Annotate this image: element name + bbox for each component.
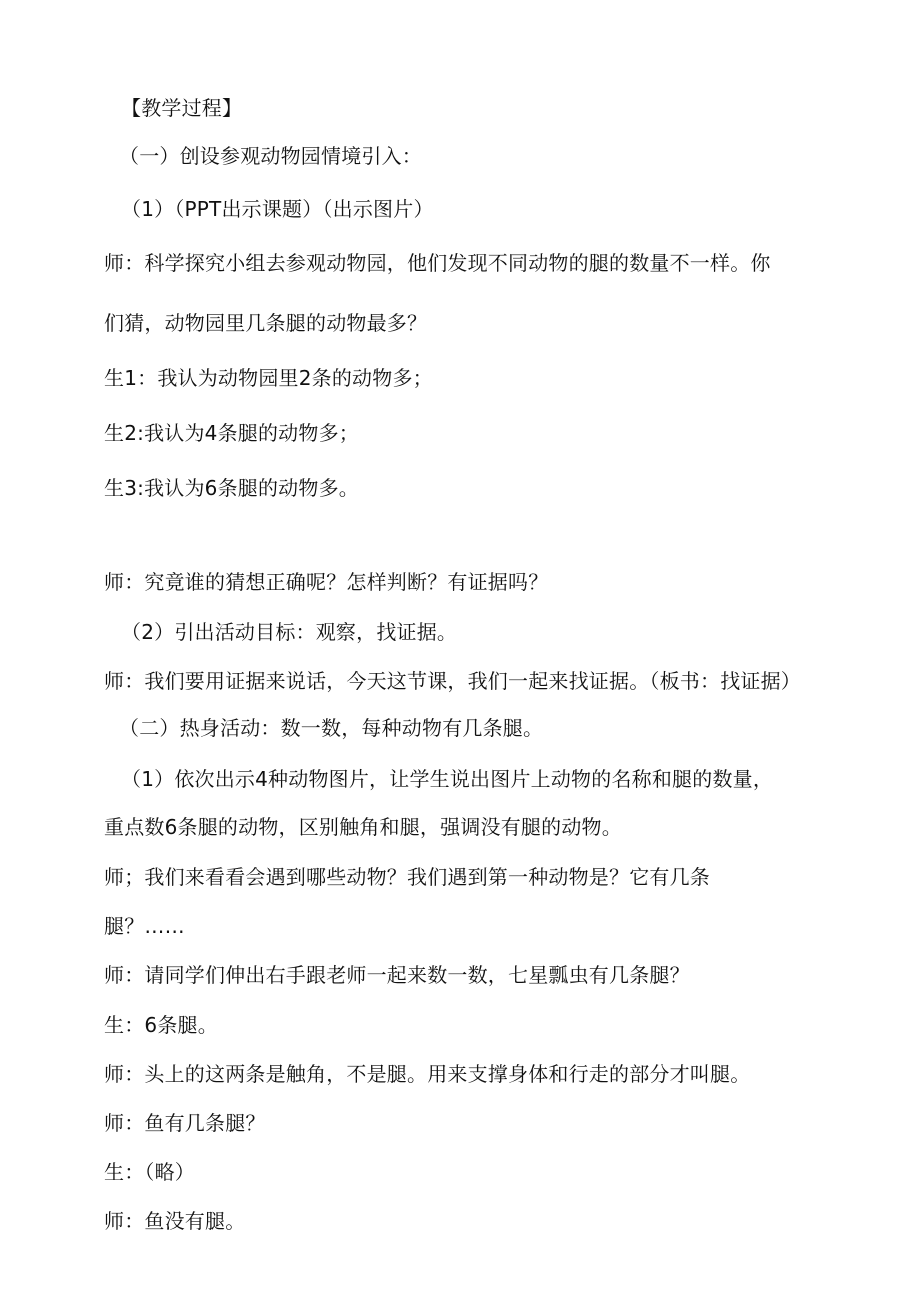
- teacher-line-7: 师：鱼有几条腿？: [104, 1111, 266, 1135]
- teacher-line-3: 师：我们要用证据来说话，今天这节课，我们一起来找证据。（板书：找证据）: [104, 669, 801, 693]
- section-2-title: （二）热身活动：数一数，每种动物有几条腿。: [119, 716, 544, 740]
- student-line-2: 生2:我认为4条腿的动物多；: [104, 421, 359, 445]
- teacher-line-2: 师：究竟谁的猜想正确呢？怎样判断？有证据吗？: [104, 570, 549, 594]
- teacher-line-8: 师：鱼没有腿。: [104, 1209, 246, 1233]
- student-line-1: 生1：我认为动物园里2条的动物多；: [104, 366, 433, 390]
- step-2-1a: （1）依次出示4种动物图片，让学生说出图片上动物的名称和腿的数量，: [121, 767, 774, 791]
- teacher-line-5: 师：请同学们伸出右手跟老师一起来数一数，七星瓢虫有几条腿？: [104, 963, 690, 987]
- student-line-5: 生：（略）: [104, 1160, 195, 1184]
- student-line-4: 生：6条腿。: [104, 1013, 218, 1037]
- step-2-1b: 重点数6条腿的动物，区别触角和腿，强调没有腿的动物。: [104, 815, 622, 839]
- lesson-heading: 【教学过程】: [121, 96, 243, 120]
- teacher-line-4b: 腿？……: [104, 914, 185, 938]
- teacher-line-4a: 师；我们来看看会遇到哪些动物？我们遇到第一种动物是？它有几条: [104, 865, 710, 889]
- teacher-line-6: 师：头上的这两条是触角，不是腿。用来支撑身体和行走的部分才叫腿。: [104, 1062, 751, 1086]
- step-1-1: （1）（PPT出示课题）（出示图片）: [121, 197, 434, 221]
- teacher-line-1b: 们猜，动物园里几条腿的动物最多？: [104, 311, 428, 335]
- section-1-title: （一）创设参观动物园情境引入：: [119, 144, 422, 168]
- teacher-line-1a: 师：科学探究小组去参观动物园，他们发现不同动物的腿的数量不一样。你: [104, 251, 771, 275]
- step-1-2: （2）引出活动目标：观察，找证据。: [121, 620, 458, 644]
- student-line-3: 生3:我认为6条腿的动物多。: [104, 476, 359, 500]
